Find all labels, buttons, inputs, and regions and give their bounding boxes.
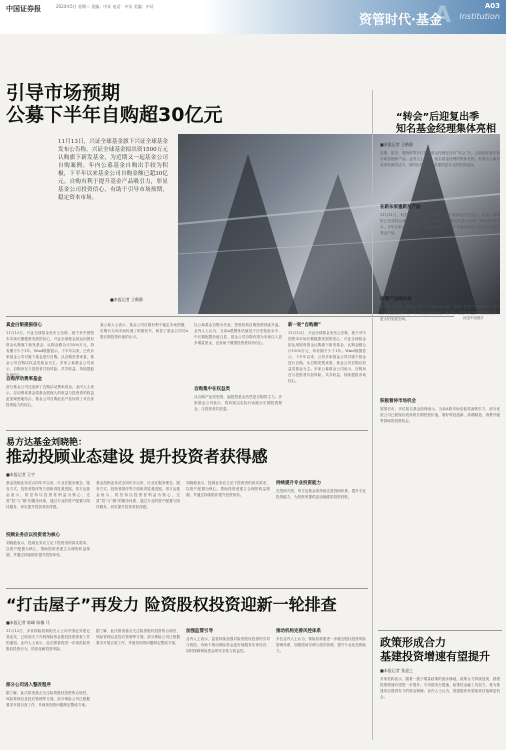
article1-body-3: 某公募人士表示，基金公司自购有利于稳定市场预期，自购行为向市场传递了积极信号，彰显了基金公司对A股长期投资价值的认可。 bbox=[100, 323, 188, 339]
article1-lead: 11月13日，兴证全球基金旗下兴证全球基金发布公告称，兴证全球基金拟出资1500万元认购旗下新发基金，为近期又一起基金公司自购案例。年内公募基金自购出手较为积极，下半年以来基金公司自购金额已超30亿元。自购有利于提升基金产品吸引力，彰显基金公司投资信心，有助于引导市场预期，稳定资本市场。 bbox=[58, 139, 168, 201]
article1-title-line2: 公募下半年自购超30亿元 bbox=[6, 104, 223, 126]
article2-subtitle: 推动投顾业态建设 提升投资者获得感 bbox=[6, 447, 268, 466]
article3-body-1: 11月12日，多家保险机构相关人士向中国证券报记者证实，已收到关于开展保险资金股权投资排查工作的通知。业内人士表示，此次排查将进一步规范险资股权投资行为，防范化解投资风险。 bbox=[6, 629, 90, 651]
article5-byline: ■本报记者 张凌之 bbox=[380, 668, 414, 673]
article1-subhead-2: 自购浮动费率基金 bbox=[6, 377, 42, 382]
article2-body-2: 刘晓艳表示，投顾业务应立足于投资者的真实需求，以资产配置为核心，帮助投资者建立合理的收益预期，并通过持续陪伴提升投资体验。 bbox=[6, 541, 90, 557]
article2-title: 易方达基金刘晓艳： bbox=[6, 438, 88, 448]
article2-top-rule bbox=[6, 430, 368, 431]
article5-body: 多家机构表示，随着一揽子增量政策的逐步落地，政策合力持续显现，基建投资增速有望进一步提升。专项债发行提速、政策性金融工具加力，将为基建项目提供有力的资金保障。业内人士认为，基建板块有望迎来估值修复机会。 bbox=[380, 677, 500, 699]
article4-subhead-3: 积极看待市场机会 bbox=[380, 399, 416, 404]
article4-byline: ■本报记者 王鹤静 bbox=[380, 142, 414, 147]
article1-body-4: 以公募基金自购为代表，资管机构自购热情持续升温。业内人士认为，当前A股整体估值处于历史较低水平，中长期配置价值凸显，基金公司自购有望为市场注入更多增量资金，也有助于增强投资者持有信心。 bbox=[194, 323, 282, 345]
article1-body-1: 11月13日，兴证全球基金发布公告称，基于对中国资本市场长期健康发展的信心，兴证全球基金拟运用固有资金认购旗下新发基金，认购金额合计1500万元，持有期不少于1年。Wind数据显示，下半年以来，已有多家基金公司对旗下基金进行自购。从自购类型来看，基金公司自购以权益类基金为主。多家公募基金公司表示，自购旨在与投资者共担风险、共享收益，持续提振市场信心。 bbox=[6, 331, 94, 377]
article2-subhead-2: 持续提升专业投资能力 bbox=[276, 481, 321, 486]
article3-byline: ■本报记者 陈峰 陈楠 马 bbox=[6, 620, 50, 625]
article3-subhead-2: 加强监管引导 bbox=[186, 629, 213, 634]
article4-title-line2: 知名基金经理集体亮相 bbox=[396, 124, 496, 135]
article2-body-5: 在投研方面，易方达基金将持续完善投研体系，提升专业投资能力，为投资者提供更加稳健的投资回报。 bbox=[276, 489, 366, 499]
article4-subhead-1: 在新东家重新发产品 bbox=[380, 205, 421, 210]
section-watermark: A bbox=[433, 3, 451, 28]
article3-body-4: 业内人士表示，监管持续加强对险资股权投资的引导与规范，有助于推动保险资金更好地服务实体经济，同时保障保险资金的安全性与收益性。 bbox=[186, 637, 270, 653]
article3-top-rule bbox=[6, 588, 368, 589]
article1-body-5: 从自购产品类型看，偏股型基金仍然是自购的主力。多家基金公司表示，将持续以实际行动践行长期投资理念，与投资者共进退。 bbox=[194, 395, 282, 411]
article5-top-rule bbox=[378, 630, 502, 631]
article2-body-3: 基金投顾业务试点四年多以来，行业在服务理念、服务方式、投资者陪伴等方面取得显著进展。易方达基金表示，将坚持以投资者利益为核心，完善“投”与“顾”的服务体系，通过专业的资产配置与陪伴服务，切实提升投资者获得感。 bbox=[96, 481, 180, 509]
article3-body-5: 多位业内人士认为，保险机构需进一步健全股权投资风险管理体系，加强投前尽调与投后管理，提升专业化投资能力。 bbox=[276, 637, 366, 653]
masthead-meta: 2024年5月 星期二 责编：中证 电话：中证 美编：中证 bbox=[56, 4, 154, 9]
article1-subhead-3: 新一轮“自购潮” bbox=[288, 323, 321, 328]
article2-body-4: 刘晓艳表示，投顾业务应立足于投资者的真实需求，以资产配置为核心，帮助投资者建立合理的收益预期，并通过持续陪伴提升投资体验。 bbox=[186, 481, 270, 497]
article1-byline: ■本报记者 王鹤静 bbox=[110, 297, 144, 302]
column-divider bbox=[372, 90, 373, 740]
section-english: Institution bbox=[459, 12, 500, 21]
article4-body-3: 业内人士表示，基金公司引入知名基金经理，有助于完善产品线布局，提升主动权益投资实力。对于基金经理而言，新平台可能带来更多的资源支持与更大的发展空间。 bbox=[380, 305, 500, 321]
article3-subhead-3: 推动机构完善风控体系 bbox=[276, 629, 321, 634]
article3-body-3: 据了解，此次排查重点关注险资股权投资的合规性、风险管理以及投后管理等方面。部分保险公司已根据要求开展自查工作，并就发现的问题制定整改方案。 bbox=[96, 629, 180, 645]
article3-title: “打击屋子”再发力 险资股权投资迎新一轮排查 bbox=[6, 595, 337, 614]
article1-subhead-1: 真金白银提振信心 bbox=[6, 323, 42, 328]
section-title: 资管时代·基金 bbox=[359, 13, 442, 28]
photo-caption: 视觉中国图片 bbox=[463, 316, 484, 320]
article4-body-1: 近期，崔莹、周海栋等多位知名基金经理在经历“转会”后，已陆续在新东家开始管理新产品。业内人士表示，知名基金经理的集体亮相，有望为公募行业带来新的活力，同时也将为投资者提供更多元的投资选择。 bbox=[380, 151, 500, 167]
article1-subhead-4: 自购集中在权益类 bbox=[194, 387, 230, 392]
article4-title-line1: “转会”后迎复出季 bbox=[396, 112, 480, 123]
article1-title-line1: 引导市场预期 bbox=[6, 82, 121, 104]
article1-body-6: 11月13日，兴证全球基金发布公告称，基于对中国资本市场长期健康发展的信心，兴证全球基金拟运用固有资金认购旗下新发基金，认购金额合计1500万元，持有期不少于1年。Wind数据显示，下半年以来，已有多家基金公司对旗下基金进行自购。从自购类型来看，基金公司自购以权益类基金为主。多家公募基金公司表示，自购旨在与投资者共担风险、共享收益，持续提振市场信心。 bbox=[288, 331, 366, 383]
article2-body-1: 基金投顾业务试点四年多以来，行业在服务理念、服务方式、投资者陪伴等方面取得显著进展。易方达基金表示，将坚持以投资者利益为核心，完善“投”与“顾”的服务体系，通过专业的资产配置与陪伴服务，切实提升投资者获得感。 bbox=[6, 481, 90, 509]
article4-body-2: 11月11日，知名基金经理周海栋管理的首只新基金正式发行。此前，周海栋已完成转会流程，目前在新东家担任多只基金的基金经理。Wind数据显示，今年以来已有多位知名基金经理完成“转会”并陆续在新公司发行或接管基金产品。 bbox=[380, 213, 500, 235]
article3-body-2: 据了解，此次排查重点关注险资股权投资的合规性、风险管理以及投后管理等方面。部分保险公司已根据要求开展自查工作，并就发现的问题制定整改方案。 bbox=[6, 691, 90, 707]
article4-subhead-2: 加强产品线布局 bbox=[380, 297, 412, 302]
article1-body-2: 部分基金公司还选择了自购浮动费率基金。业内人士表示，浮动费率基金将基金管理人的收益与投资者的收益更加紧密地结合，基金公司自购此类产品体现了对自身投资能力的信心。 bbox=[6, 385, 94, 407]
article4-body-4: 展望后市，多位知名基金经理表示，当前A股市场估值具备吸引力，部分优质公司已展现出较高的长期投资价值，看好科技创新、高端制造、消费升级等领域的投资机会。 bbox=[380, 407, 500, 423]
article5-title-line1: 政策形成合力 bbox=[380, 636, 446, 649]
article2-byline: ■本报记者 王宇 bbox=[6, 472, 36, 477]
article5-title-line2: 基建投资增速有望提升 bbox=[380, 650, 490, 663]
page-number: A03 bbox=[484, 2, 500, 10]
article2-subhead-1: 投顾业务应以投资者为核心 bbox=[6, 533, 60, 538]
newspaper-logo: 中国证券报 bbox=[6, 5, 41, 13]
article3-subhead-1: 部分公司进入整改程序 bbox=[6, 683, 51, 688]
